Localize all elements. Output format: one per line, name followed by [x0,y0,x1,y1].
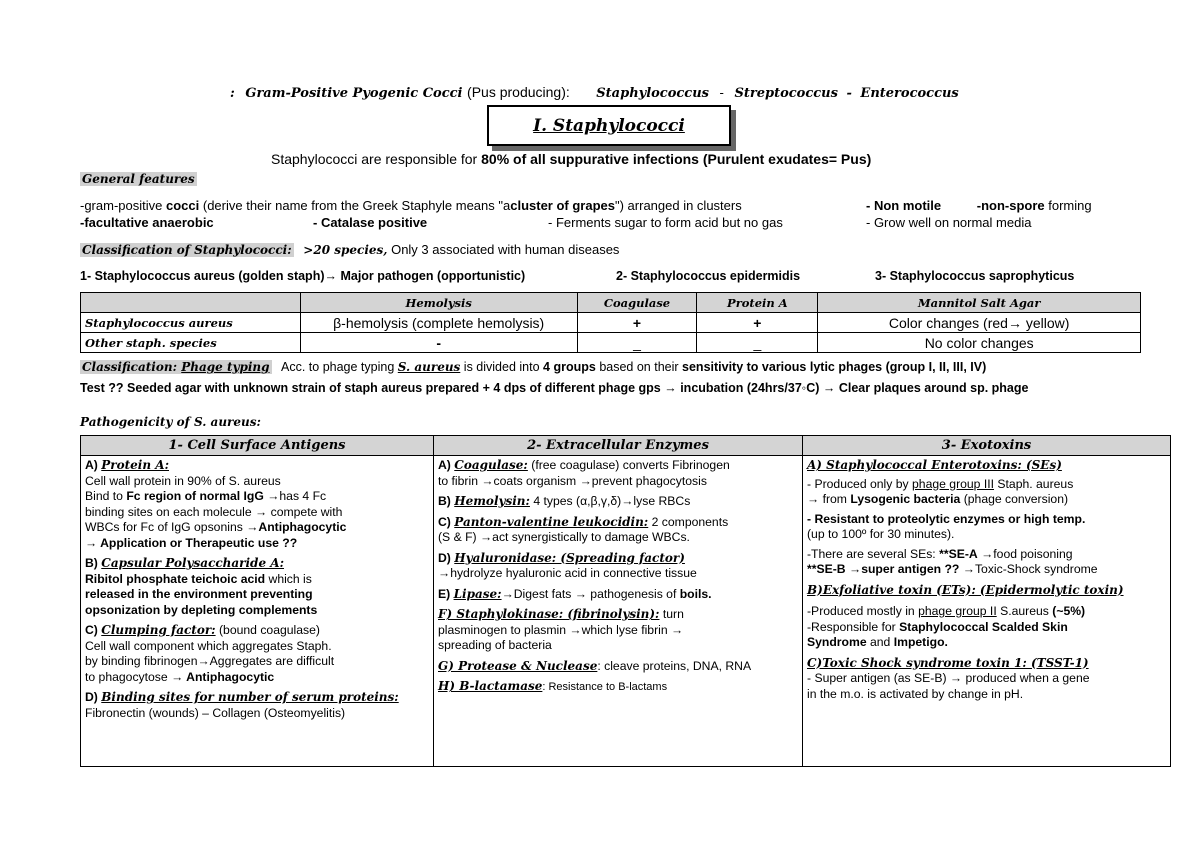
text: cluster of grapes [510,198,615,213]
table-row [81,313,1141,333]
column-body [434,456,802,698]
leukocidin-section [438,515,798,546]
text: by binding fibrinogen→Aggregates are difficult [85,654,335,668]
text: Phage typing [181,360,270,374]
species-3: 3- Staphylococcus saprophyticus [875,269,1075,283]
header-org-staph: Staphylococcus [596,86,709,101]
text: Bind to [85,489,123,503]
species-1: 1- Staphylococcus aureus (golden staph)→ Major pathogen (opportunistic) [80,269,526,283]
table-header: Mannitol Salt Agar [818,293,1141,313]
text: -There are several SEs: [807,546,936,561]
header-title: Gram-Positive Pyogenic Cocci [245,86,463,101]
text: -non-spore [976,198,1045,213]
text: plasminogen to plasmin →which lyse fibrin → [438,622,684,637]
text: Syndrome [807,635,867,649]
general-line-2 [80,215,214,230]
text: → Application or Therapeutic use ?? [85,535,298,550]
text: (phage conversion) [963,492,1069,506]
text: A) [85,458,98,472]
cell-surface-antigens-column [81,436,434,766]
general-line-1b [866,198,1092,213]
text: 4 types (α,β,γ,δ)→lyse RBCs [533,494,691,508]
text: Classification: [82,360,178,374]
coagulase-section [438,458,798,489]
text: cocci [165,198,200,213]
text: forming [1048,198,1092,213]
text: - Catalase positive [313,215,428,230]
document-header [230,84,959,101]
lactamase-section [438,679,798,696]
text: Lipase: [453,586,502,601]
text: H) B-lactamase [438,679,543,693]
text: (S & F) →act synergistically to damage WBCs. [438,530,690,544]
enterotoxins-section [807,458,1166,578]
text: - Non motile [866,198,942,213]
text: S. aureus [397,360,461,374]
intro-text: Staphylococci are responsible for [271,151,478,167]
table-cell: + [577,313,697,333]
phage-test: Test ?? Seeded agar with unknown strain of staph aureus prepared + 4 dps of different phage gps → incubation (24hrs/37◦C) → Clear plaques around sp. phage [80,381,1029,395]
column-title: 3- Exotoxins [803,436,1170,456]
table-cell: β-hemolysis (complete hemolysis) [300,313,577,333]
text: released in the environment preventing [85,587,313,601]
text: : Resistance to B-lactams [542,681,668,693]
text: - Produced only by [807,476,909,491]
text: →Antiphagocytic [246,520,347,534]
pathogenicity-grid [80,435,1171,767]
text: sensitivity to various lytic phages (group I, II, III, IV) [682,360,987,374]
text: →hydrolyze hyaluronic acid in connective tissue [438,566,697,580]
table-header [81,293,301,313]
intro-bold: 80% of all suppurative infections (Purulent exudates= Pus) [481,151,872,167]
text: C) [438,514,451,529]
hemolysin-section [438,494,798,510]
text: boils. [679,586,712,601]
text: to fibrin →coats organism →prevent phagocytosis [438,473,707,488]
text: Lysogenic bacteria [850,492,961,506]
table-cell: No color changes [818,333,1141,353]
table-cell: - [300,333,577,353]
text: **SE-B [807,562,846,576]
text: 4 groups [543,360,596,374]
text: E) [438,586,451,601]
text: -facultative anaerobic [80,215,214,230]
section-title: I. Staphylococci [487,105,731,146]
text: Capsular Polysaccharide A: [101,556,285,570]
text: WBCs for Fc of IgG opsonins [85,520,243,534]
text: →has 4 Fc [267,489,327,503]
header-sep: - [846,86,852,101]
text: → from [807,492,847,506]
table-header-row [81,293,1141,313]
table-row [81,333,1141,353]
text: Hemolysin: [454,494,530,508]
text: Staph. aureus [997,476,1074,491]
text: binding sites on each molecule → compete with [85,504,343,519]
text: Impetigo. [893,635,948,649]
text: based on their [599,360,679,374]
tsst-section [807,656,1166,703]
pathogenicity-heading-wrap [80,413,261,431]
text: B) [85,556,98,570]
text: Ribitol phosphate teichoic acid [85,571,266,586]
hyaluronidase-section [438,551,798,582]
table-cell: Other staph. species [81,333,301,353]
text: - Resistant to proteolytic enzymes or high temp. [807,511,1086,526]
table-cell: Staphylococcus aureus [81,313,301,333]
text: (free coagulase) converts Fibrinogen [531,458,730,472]
text: -Produced mostly in [807,604,915,618]
phage-line [80,360,986,374]
header-org-strep: Streptococcus [734,86,838,101]
text: is divided into [463,360,540,374]
classification-line [80,242,619,257]
capsular-section [85,556,429,618]
classification-table [80,292,1141,353]
classification-count: >20 species, [303,243,388,257]
text: -Responsible for [807,619,896,634]
text: A) Staphylococcal Enterotoxins: (SEs) [807,458,1062,472]
intro-line [271,151,871,167]
header-subtitle: (Pus producing): [467,84,570,100]
text: B)Exfoliative toxin (ETs): (Epidermolytic toxin) [807,582,1124,597]
general-line-2b [313,215,427,230]
extracellular-enzymes-column [434,436,803,766]
text: B) [438,494,451,508]
column-title: 1- Cell Surface Antigens [81,436,433,456]
text: which is [268,571,312,586]
text: G) Protease & Nuclease [438,658,598,673]
classification-heading: Classification of Staphylococci: [82,243,292,257]
text: ") arranged in clusters [615,198,742,213]
text: (bound coagulase) [218,623,320,637]
text: →Toxic-Shock syndrome [962,562,1098,576]
text: 2 components [651,514,729,529]
header-sep: - [719,86,724,101]
clumping-section [85,623,429,685]
general-line-2c [548,215,783,230]
general-heading-wrap [80,170,197,188]
table-cell: _ [577,333,697,353]
text: Coagulase: [454,458,528,472]
text: **SE-A [939,546,978,561]
column-title: 2- Extracellular Enzymes [434,436,802,456]
text: →food poisoning [981,546,1073,561]
text: Acc. to phage typing [281,360,395,374]
text: (~5%) [1052,604,1086,618]
staphylokinase-section [438,607,798,654]
text: to phagocytose [85,669,168,684]
text: opsonization by depleting complements [85,602,318,617]
text: S.aureus [1000,604,1049,618]
lipase-section [438,587,798,603]
table-cell: + [697,313,818,333]
text: Hyaluronidase: (Spreading factor) [454,550,685,565]
text: → Antiphagocytic [171,669,275,684]
column-body [803,456,1170,704]
text: A) [438,458,451,472]
text: D) [438,550,451,565]
text: - Grow well on normal media [866,215,1032,230]
text: Staphylococcal Scalded Skin [899,619,1068,634]
protein-a-section [85,458,429,551]
general-line-2d [866,215,1031,230]
text: Fc region of normal IgG [126,489,264,503]
header-prefix: : [230,86,235,101]
table-header: Hemolysis [300,293,577,313]
text: Cell wall protein in 90% of S. aureus [85,473,281,488]
classification-note: Only 3 associated with human diseases [391,242,620,257]
text: and [870,635,891,649]
exfoliative-section [807,583,1166,651]
text: Binding sites for number of serum proteins: [101,690,399,704]
column-body [81,456,433,723]
text: (up to 100º for 30 minutes). [807,527,955,541]
exotoxins-column [803,436,1170,766]
text: - Super antigen (as SE-B) → produced when a gene [807,671,1090,685]
table-header: Protein A [697,293,818,313]
text: Protein A: [101,458,169,472]
protease-section [438,659,798,675]
text: - Ferments sugar to form acid but no gas [548,215,783,230]
table-cell: Color changes (red→ yellow) [818,313,1141,333]
phage-label [80,360,272,374]
text: Cell wall component which aggregates Staph. [85,638,332,653]
text: →Digest fats → pathogenesis of [501,586,677,601]
pathogenicity-heading: Pathogenicity of S. aureus: [80,415,261,429]
text: in the m.o. is activated by change in pH. [807,686,1024,701]
text: turn [662,607,684,621]
table-header: Coagulase [577,293,697,313]
header-org-entero: Enterococcus [860,86,959,101]
text: : cleave proteins, DNA, RNA [597,658,752,673]
text: Panton-valentine leukocidin: [454,514,649,529]
text: C)Toxic Shock syndrome toxin 1: (TSST-1) [807,655,1089,670]
binding-sites-section [85,690,429,721]
table-cell: _ [697,333,818,353]
text: (derive their name from the Greek Staphyle means "a [202,198,511,213]
species-2: 2- Staphylococcus epidermidis [616,269,801,283]
text: F) Staphylokinase: (fibrinolysin): [438,607,660,621]
text: phage group II [918,604,997,618]
text: spreading of bacteria [438,638,552,652]
text: D) [85,690,98,704]
text: →super antigen ?? [849,562,960,576]
general-heading: General features [82,172,195,186]
text: -gram-positive [80,198,163,213]
text: C) [85,623,98,637]
general-line-1 [80,198,742,213]
text: Clumping factor: [101,623,216,637]
text: phage group III [912,476,995,491]
text: Fibronectin (wounds) – Collagen (Osteomyelitis) [85,705,346,720]
